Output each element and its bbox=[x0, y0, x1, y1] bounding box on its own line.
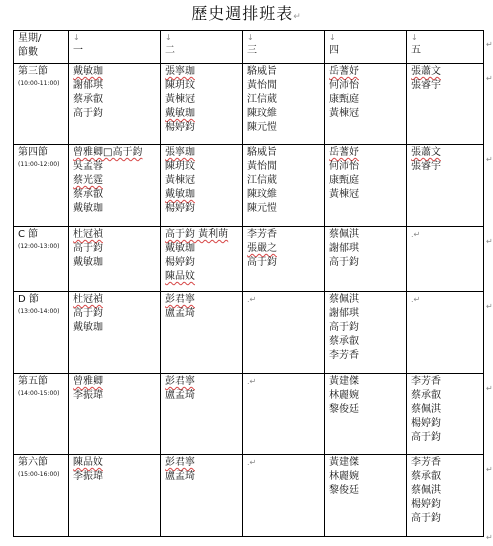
staff-name: 高于鈞 黃利萌 bbox=[165, 229, 229, 240]
day-header-cell bbox=[243, 31, 325, 64]
period-cell bbox=[14, 292, 69, 374]
schedule-cell-empty bbox=[407, 227, 484, 292]
staff-name: 蔡承叡 bbox=[73, 94, 103, 105]
staff-name: 陳玟維 bbox=[247, 108, 277, 119]
schedule-cell bbox=[407, 145, 484, 227]
schedule-cell bbox=[161, 455, 243, 537]
schedule-cell bbox=[69, 292, 161, 374]
day-label: 五 bbox=[411, 45, 421, 56]
staff-name: 蔡佩淇 bbox=[329, 229, 359, 240]
staff-name: 李振瑋 bbox=[73, 390, 103, 401]
staff-name: 彭君寧 bbox=[165, 294, 195, 305]
staff-name: 戴敏珈 bbox=[73, 203, 103, 214]
header-row bbox=[14, 31, 484, 64]
staff-name: 曾雅卿□高于鈞 bbox=[73, 147, 143, 158]
period-label: 第六節 bbox=[18, 457, 48, 468]
staff-name: 何沛怡 bbox=[329, 161, 359, 172]
row-end-icon: ↵ bbox=[486, 40, 493, 49]
day-header-cell bbox=[69, 31, 161, 64]
row-end-icon: ↵ bbox=[486, 74, 493, 83]
schedule-cell bbox=[407, 374, 484, 455]
period-cell bbox=[14, 455, 69, 537]
staff-name: 林麗婉 bbox=[329, 390, 359, 401]
staff-name: 黃建傑 bbox=[329, 376, 359, 387]
staff-name: 張寧珈 bbox=[165, 147, 195, 158]
schedule-cell bbox=[69, 227, 161, 292]
cell-end-icon: ↓ bbox=[411, 33, 418, 42]
schedule-cell bbox=[243, 145, 325, 227]
staff-name: 高于鈞 bbox=[73, 308, 103, 319]
schedule-cell bbox=[325, 227, 407, 292]
staff-name: 黎俊廷 bbox=[329, 404, 359, 415]
schedule-cell bbox=[69, 145, 161, 227]
staff-name: 李振瑋 bbox=[73, 471, 103, 482]
period-time: (11:00-12:00) bbox=[18, 161, 60, 168]
staff-name: 張寧珈 bbox=[165, 66, 195, 77]
staff-name: 高于鈞 bbox=[73, 243, 103, 254]
schedule-cell bbox=[325, 145, 407, 227]
day-header-cell bbox=[407, 31, 484, 64]
staff-name: 高于鈞 bbox=[329, 322, 359, 333]
period-row bbox=[14, 374, 484, 455]
staff-name: 黃建傑 bbox=[329, 457, 359, 468]
corner-label-line1: 星期/ bbox=[18, 33, 42, 44]
staff-name: 陳元愷 bbox=[247, 203, 277, 214]
day-header-cell bbox=[161, 31, 243, 64]
staff-name: 黃怡閒 bbox=[247, 80, 277, 91]
cell-end-icon: .↵ bbox=[247, 377, 257, 386]
staff-name: 張嚴之 bbox=[247, 243, 277, 254]
period-time: (13:00-14:00) bbox=[18, 308, 60, 315]
staff-name: 江信葳 bbox=[247, 175, 277, 186]
staff-name: 楊婷鈞 bbox=[165, 257, 195, 268]
period-time: (14:00-15:00) bbox=[18, 390, 60, 397]
schedule-cell-empty bbox=[407, 292, 484, 374]
staff-name: 彭君寧 bbox=[165, 376, 195, 387]
period-row bbox=[14, 455, 484, 537]
row-end-icon: ↵ bbox=[486, 384, 493, 393]
paragraph-mark-icon: ↵ bbox=[293, 12, 301, 22]
page-title bbox=[0, 4, 492, 27]
period-time: (12:00-13:00) bbox=[18, 243, 60, 250]
schedule-cell bbox=[243, 227, 325, 292]
period-row bbox=[14, 145, 484, 227]
staff-name: 張睿宇 bbox=[411, 161, 441, 172]
period-label: C 節 bbox=[18, 229, 39, 240]
staff-name: 戴敏珈 bbox=[165, 108, 195, 119]
cell-end-icon: ↓ bbox=[73, 33, 80, 42]
row-end-icon: ↵ bbox=[486, 465, 493, 474]
staff-name: 盧孟琦 bbox=[165, 308, 195, 319]
period-row bbox=[14, 64, 484, 145]
staff-name: 蔡承叡 bbox=[329, 336, 359, 347]
schedule-cell bbox=[161, 64, 243, 145]
period-time: (15:00-16:00) bbox=[18, 471, 60, 478]
schedule-cell-empty bbox=[243, 455, 325, 537]
cell-end-icon: ↓ bbox=[165, 33, 172, 42]
schedule-cell bbox=[325, 64, 407, 145]
staff-name: 高于鈞 bbox=[411, 513, 441, 524]
staff-name: 黃棟冠 bbox=[329, 189, 359, 200]
cell-end-icon: .↵ bbox=[411, 295, 421, 304]
schedule-cell bbox=[69, 374, 161, 455]
staff-name: 黃怡閒 bbox=[247, 161, 277, 172]
period-label: 第四節 bbox=[18, 147, 48, 158]
staff-name: 謝郁琪 bbox=[329, 308, 359, 319]
cell-end-icon: .↵ bbox=[411, 230, 421, 239]
staff-name: 駱威旨 bbox=[247, 66, 277, 77]
corner-label-line2: 節數 bbox=[18, 47, 38, 58]
staff-name: 蔡承叡 bbox=[73, 189, 103, 200]
staff-name: 陳元愷 bbox=[247, 122, 277, 133]
staff-name: 張睿宇 bbox=[411, 80, 441, 91]
schedule-cell bbox=[325, 292, 407, 374]
staff-name: 蔡佩淇 bbox=[411, 485, 441, 496]
cell-end-icon: .↵ bbox=[247, 458, 257, 467]
period-label: 第五節 bbox=[18, 376, 48, 387]
staff-name: 楊婷鈞 bbox=[165, 122, 195, 133]
staff-name: 駱威旨 bbox=[247, 147, 277, 158]
staff-name: 蔡承叡 bbox=[411, 390, 441, 401]
staff-name: 高于鈞 bbox=[73, 108, 103, 119]
schedule-cell bbox=[161, 374, 243, 455]
period-label: D 節 bbox=[18, 294, 39, 305]
staff-name: 陳玥玟 bbox=[165, 80, 195, 91]
staff-name: 康甄庭 bbox=[329, 175, 359, 186]
staff-name: 陳玥玟 bbox=[165, 161, 195, 172]
staff-name: 戴敏珈 bbox=[165, 189, 195, 200]
staff-name: 高于鈞 bbox=[329, 257, 359, 268]
staff-name: 楊婷鈞 bbox=[411, 499, 441, 510]
cell-end-icon: .↵ bbox=[247, 295, 257, 304]
staff-name: 蔡承叡 bbox=[411, 471, 441, 482]
period-cell bbox=[14, 145, 69, 227]
staff-name: 李芳香 bbox=[329, 350, 359, 361]
staff-name: 陳品妏 bbox=[165, 271, 195, 282]
staff-name: 盧孟琦 bbox=[165, 390, 195, 401]
staff-name: 蔡光霆 bbox=[73, 175, 103, 186]
staff-name: 楊婷鈞 bbox=[165, 203, 195, 214]
staff-name: 蔡佩淇 bbox=[411, 404, 441, 415]
period-time: (10:00-11:00) bbox=[18, 80, 60, 87]
schedule-table bbox=[13, 30, 484, 537]
schedule-cell bbox=[69, 64, 161, 145]
period-row bbox=[14, 292, 484, 374]
staff-name: 楊婷鈞 bbox=[411, 418, 441, 429]
staff-name: 岳蓍妤 bbox=[329, 147, 359, 158]
staff-name: 黃棟冠 bbox=[329, 108, 359, 119]
staff-name: 何沛怡 bbox=[329, 80, 359, 91]
row-end-icon: ↵ bbox=[486, 155, 493, 164]
schedule-cell bbox=[161, 227, 243, 292]
staff-name: 戴敏珈 bbox=[73, 322, 103, 333]
staff-name: 戴敏珈 bbox=[73, 66, 103, 77]
period-cell bbox=[14, 374, 69, 455]
staff-name: 李芳香 bbox=[411, 376, 441, 387]
corner-header-cell bbox=[14, 31, 69, 64]
staff-name: 高于鈞 bbox=[247, 257, 277, 268]
day-header-cell bbox=[325, 31, 407, 64]
schedule-cell bbox=[243, 64, 325, 145]
schedule-cell bbox=[161, 292, 243, 374]
staff-name: 李芳香 bbox=[247, 229, 277, 240]
staff-name: 戴敏珈 bbox=[165, 243, 195, 254]
staff-name: 謝郁琪 bbox=[73, 80, 103, 91]
row-end-icon: ↵ bbox=[486, 302, 493, 311]
staff-name: 康甄庭 bbox=[329, 94, 359, 105]
day-label: 四 bbox=[329, 45, 339, 56]
period-row bbox=[14, 227, 484, 292]
schedule-cell bbox=[407, 455, 484, 537]
staff-name: 李芳香 bbox=[411, 457, 441, 468]
period-label: 第三節 bbox=[18, 66, 48, 77]
staff-name: 陳品妏 bbox=[73, 457, 103, 468]
schedule-cell bbox=[325, 455, 407, 537]
schedule-cell bbox=[325, 374, 407, 455]
staff-name: 盧孟琦 bbox=[165, 471, 195, 482]
staff-name: 謝郁琪 bbox=[329, 243, 359, 254]
staff-name: 黃棟冠 bbox=[165, 175, 195, 186]
day-label: 三 bbox=[247, 45, 257, 56]
staff-name: 張蕭文 bbox=[411, 147, 441, 158]
staff-name: 彭君寧 bbox=[165, 457, 195, 468]
staff-name: 岳蓍妤 bbox=[329, 66, 359, 77]
period-cell bbox=[14, 64, 69, 145]
staff-name: 黎俊廷 bbox=[329, 485, 359, 496]
row-end-icon: ↵ bbox=[486, 533, 493, 542]
staff-name: 張蕭文 bbox=[411, 66, 441, 77]
schedule-cell bbox=[161, 145, 243, 227]
period-cell bbox=[14, 227, 69, 292]
staff-name: 曾雅卿 bbox=[73, 376, 103, 387]
staff-name: 高于鈞 bbox=[411, 432, 441, 443]
title-text: 歷史週排班表 bbox=[191, 4, 294, 23]
day-label: 二 bbox=[165, 45, 175, 56]
schedule-cell bbox=[69, 455, 161, 537]
staff-name: 杜冠禎 bbox=[73, 229, 103, 240]
staff-name: 吳孟蓉 bbox=[73, 161, 103, 172]
staff-name: 陳玟維 bbox=[247, 189, 277, 200]
staff-name: 蔡佩淇 bbox=[329, 294, 359, 305]
staff-name: 江信葳 bbox=[247, 94, 277, 105]
schedule-cell-empty bbox=[243, 292, 325, 374]
cell-end-icon: ↓ bbox=[329, 33, 336, 42]
day-label: 一 bbox=[73, 45, 83, 56]
staff-name: 黃棟冠 bbox=[165, 94, 195, 105]
row-end-icon: ↵ bbox=[486, 237, 493, 246]
staff-name: 戴敏珈 bbox=[73, 257, 103, 268]
staff-name: 杜冠禎 bbox=[73, 294, 103, 305]
staff-name: 林麗婉 bbox=[329, 471, 359, 482]
cell-end-icon: ↓ bbox=[247, 33, 254, 42]
schedule-cell-empty bbox=[243, 374, 325, 455]
schedule-cell bbox=[407, 64, 484, 145]
